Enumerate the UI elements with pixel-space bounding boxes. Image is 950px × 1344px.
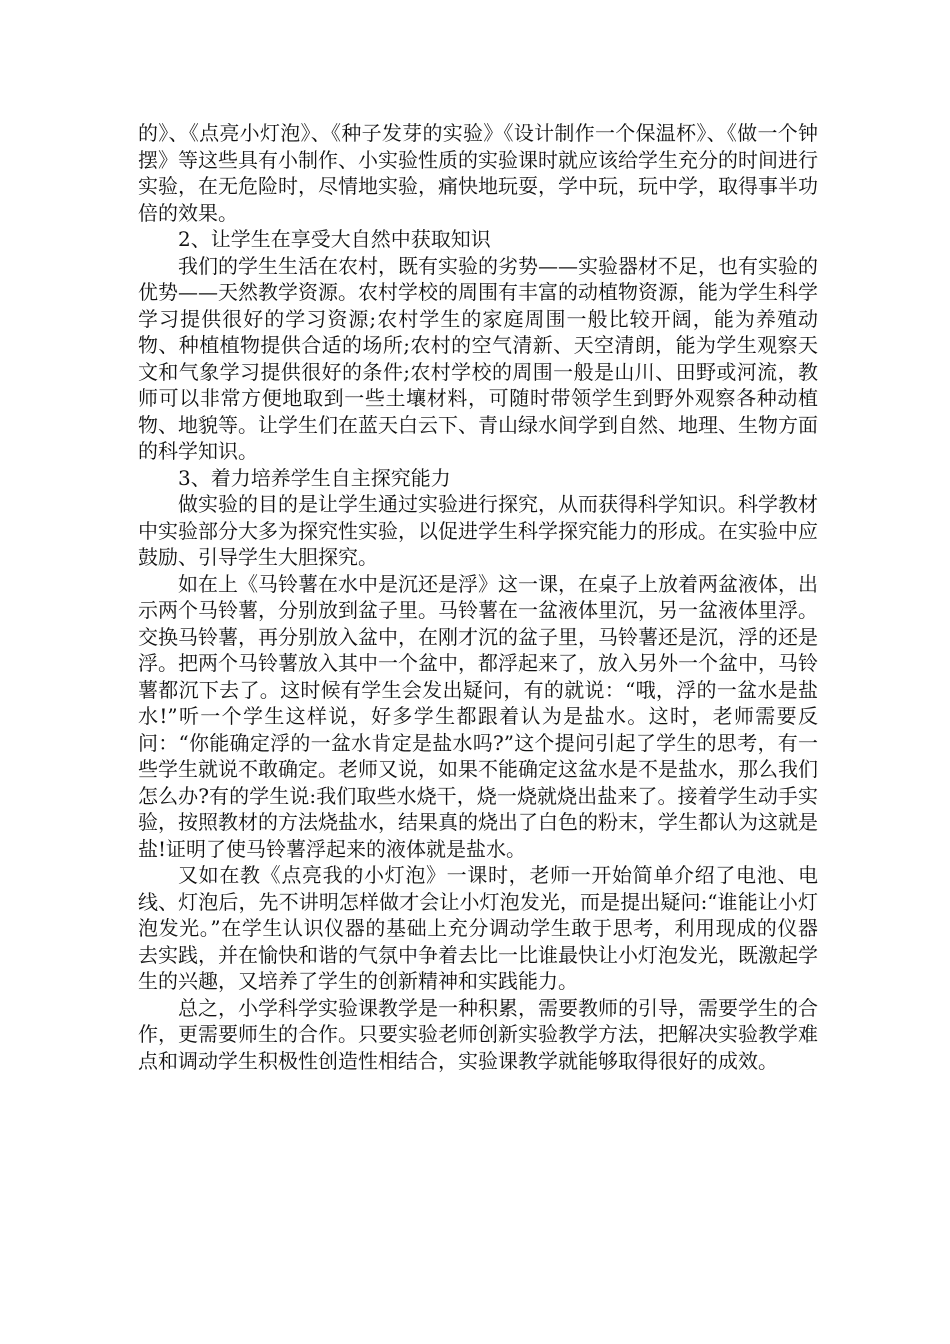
paragraph-lightbulb-example: 又如在教《点亮我的小灯泡》一课时，老师一开始简单介绍了电池、电线、灯泡后，先不讲明怎样做才会让小灯泡发光，而是提出疑问:“谁能让小灯泡发光。”在学生认识仪器的基础上充分调动学生敢于思考，利用现成的仪器去实践，并在愉快和谐的气氛中争着去比一比谁最快让小灯泡发光，既激起学生的兴趣，又培养了学生的创新精神和实践能力。 (138, 863, 818, 993)
body-text (138, 120, 818, 1074)
paragraph-experiment-purpose: 做实验的目的是让学生通过实验进行探究，从而获得科学知识。科学教材中实验部分大多为探究性实验，以促进学生科学探究能力的形成。在实验中应鼓励、引导学生大胆探究。 (138, 492, 818, 569)
paragraph-potato-example: 如在上《马铃薯在水中是沉还是浮》这一课，在桌子上放着两盆液体，出示两个马铃薯，分别放到盆子里。马铃薯在一盆液体里沉，另一盆液体里浮。交换马铃薯，再分别放入盆中，在刚才沉的盆子里，马铃薯还是沉，浮的还是浮。把两个马铃薯放入其中一个盆中，都浮起来了，放入另外一个盆中，马铃薯都沉下去了。这时候有学生会发出疑问，有的就说：“哦，浮的一盆水是盐水!”听一个学生这样说，好多学生都跟着认为是盐水。这时，老师需要反问：“你能确定浮的一盆水肯定是盐水吗?”这个提问引起了学生的思考，有一些学生就说不敢确定。老师又说，如果不能确定这盆水是不是盐水，那么我们怎么办?有的学生说:我们取些水烧干，烧一烧就烧出盐来了。接着学生动手实验，按照教材的方法烧盐水，结果真的烧出了白色的粉末，学生都认为这就是盐!证明了使马铃薯浮起来的液体就是盐水。 (138, 571, 818, 861)
section-heading-3: 3、着力培养学生自主探究能力 (178, 465, 451, 490)
paragraph-continuation: 的》、《点亮小灯泡》、《种子发芽的实验》《设计制作一个保温杯》、《做一个钟摆》等这些具有小制作、小实验性质的实验课时就应该给学生充分的时间进行实验，在无危险时，尽情地实验，痛快地玩耍，学中玩，玩中学，取得事半功倍的效果。 (138, 121, 818, 225)
paragraph-conclusion: 总之，小学科学实验课教学是一种积累，需要教师的引导，需要学生的合作，更需要师生的合作。只要实验老师创新实验教学方法，把解决实验教学难点和调动学生积极性创造性相结合，实验课教学就能够取得很好的成效。 (138, 995, 818, 1073)
section-heading-2: 2、让学生在享受大自然中获取知识 (178, 227, 491, 251)
paragraph-rural-resources: 我们的学生生活在农村，既有实验的劣势——实验器材不足，也有实验的优势——天然教学资源。农村学校的周围有丰富的动植物资源，能为学生科学学习提供很好的学习资源;农村学生的家庭周围一般比较开阔，能为养殖动物、种植植物提供合适的场所;农村的空气清新、天空清朗，能为学生观察天文和气象学习提供很好的条件;农村学校的周围一般是山川、田野或河流，教师可以非常方便地取到一些土壤材料，可随时带领学生到野外观察各种动植物、地貌等。让学生们在蓝天白云下、青山绿水间学到自然、地理、生物方面的科学知识。 (138, 253, 818, 463)
